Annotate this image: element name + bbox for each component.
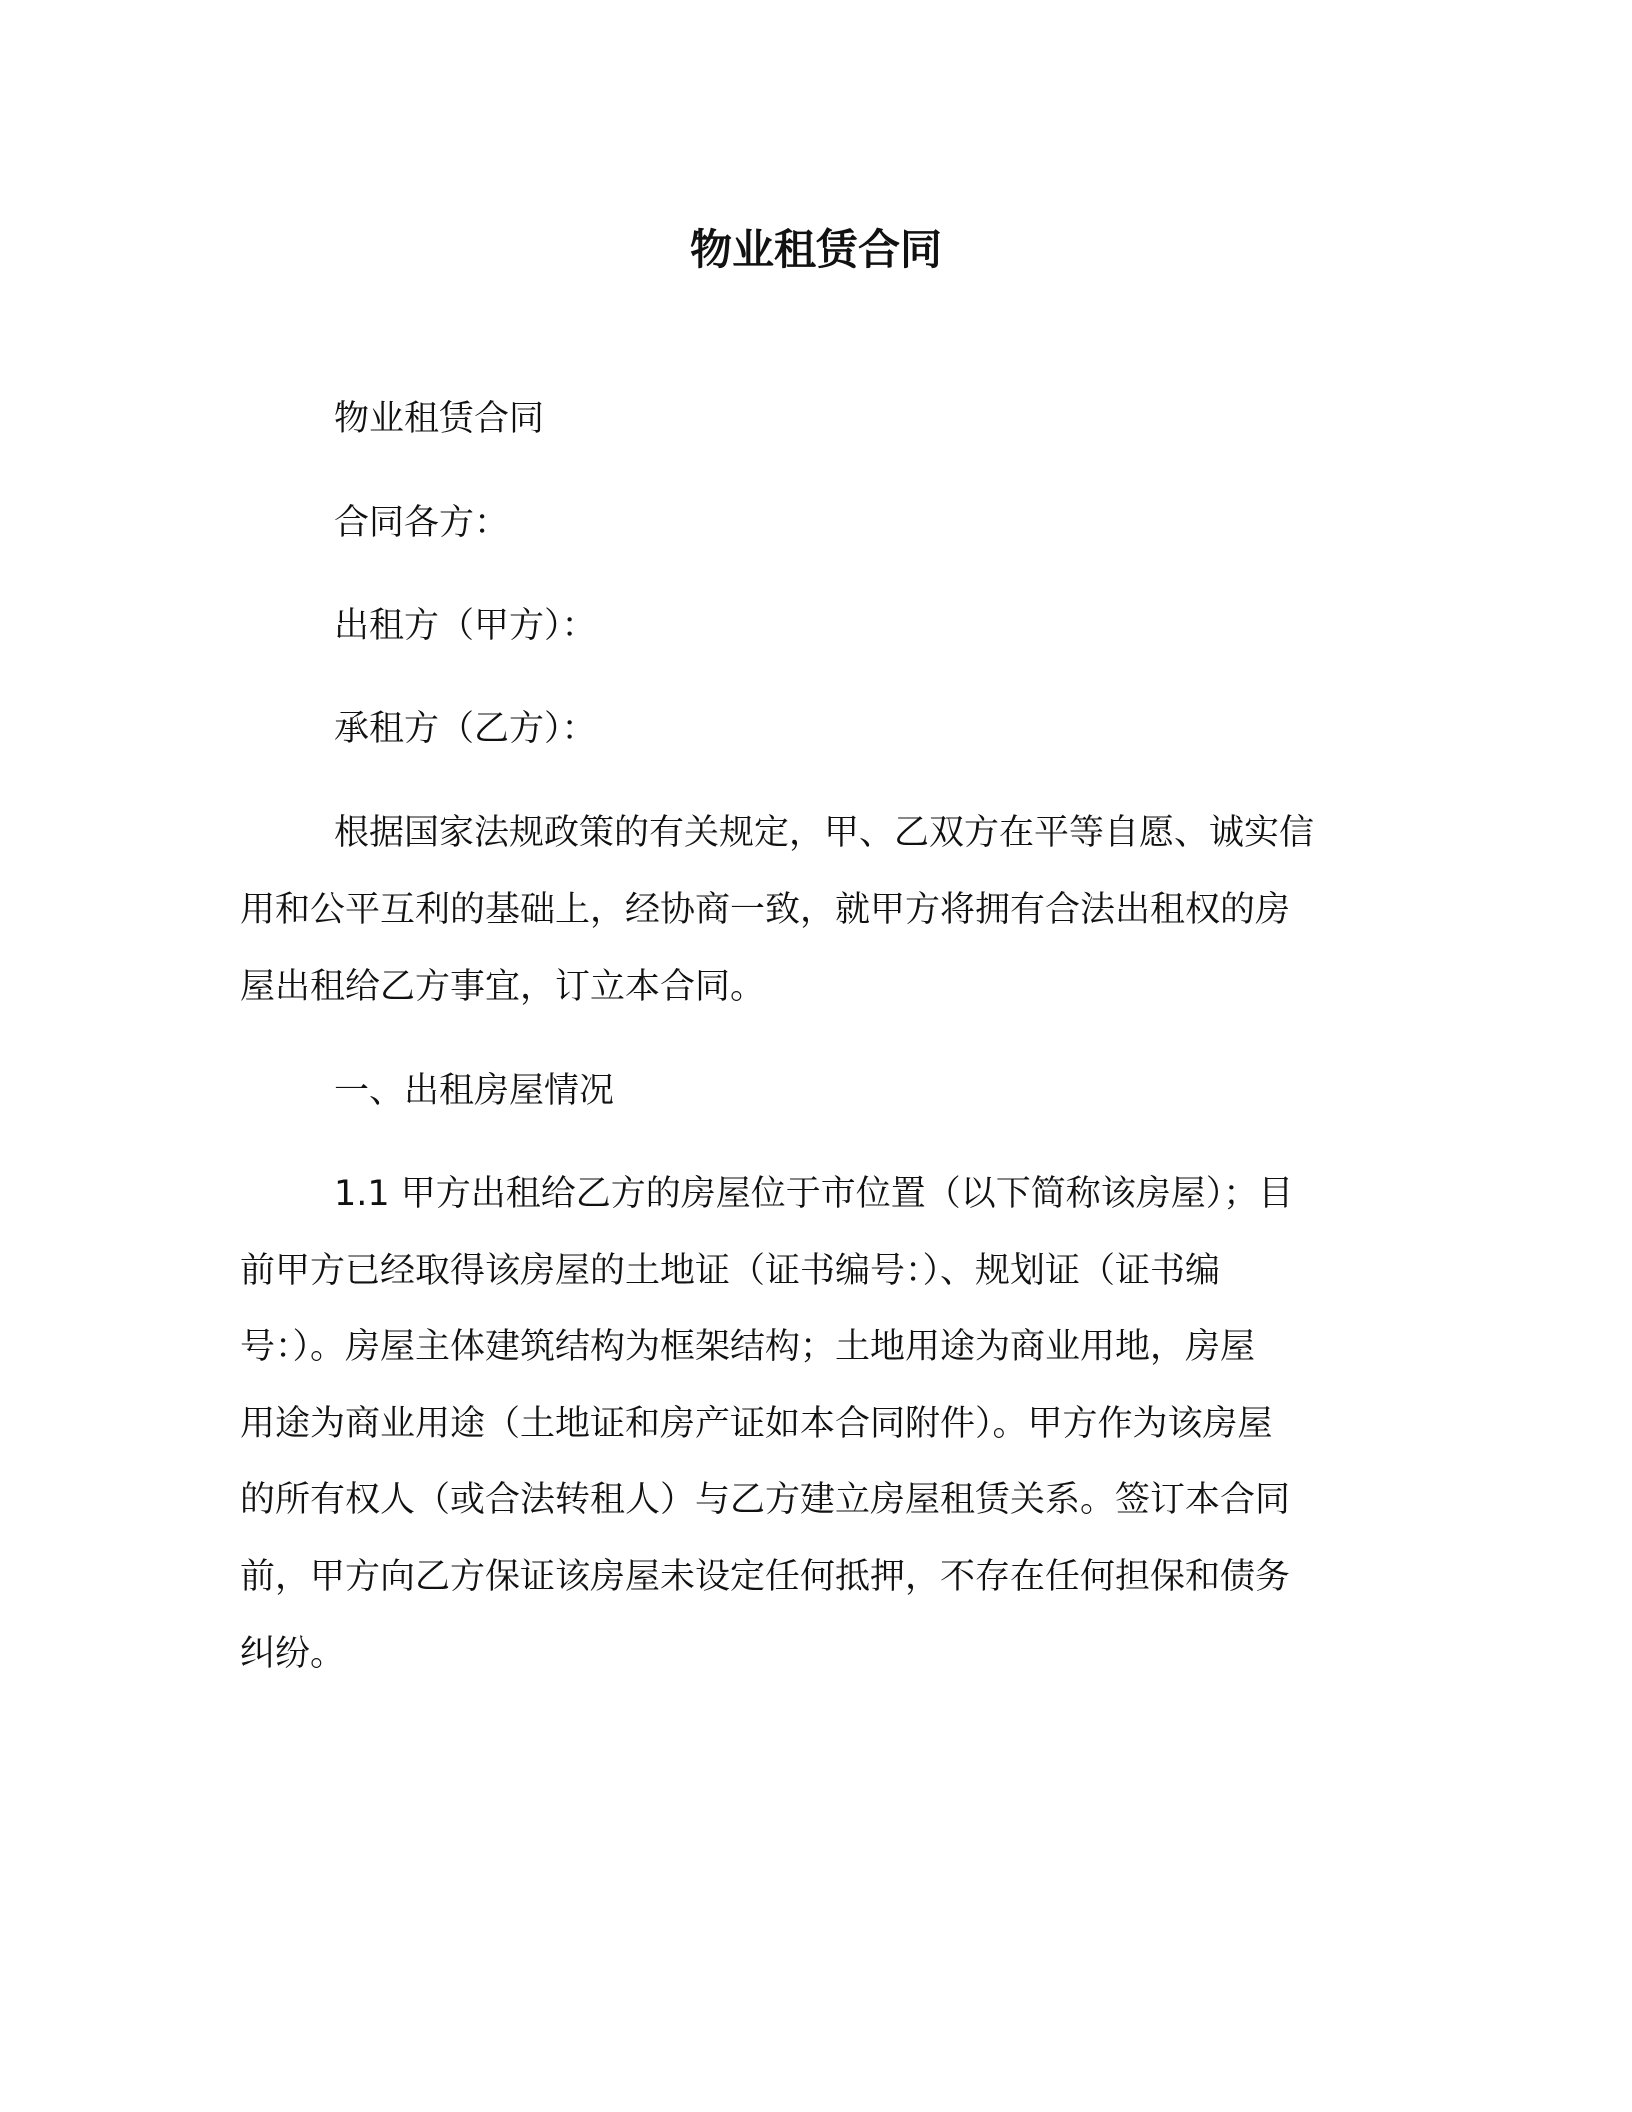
clause-line: 前，甲方向乙方保证该房屋未设定任何抵押，不存在任何担保和债务 [240,1557,1291,1597]
preamble-line: 屋出租给乙方事宜，订立本合同。 [240,967,766,1007]
clause-line: 前甲方已经取得该房屋的土地证（证书编号：）、规划证（证书编 [240,1251,1221,1291]
parties-heading: 合同各方： [334,503,510,543]
page-title: 物业租赁合同 [689,225,942,274]
clause-line: 的所有权人（或合法转租人）与乙方建立房屋租赁关系。签订本合同 [240,1480,1291,1520]
preamble-line: 用和公平互利的基础上，经协商一致，就甲方将拥有合法出租权的房 [240,890,1291,930]
clause-line: 1.1 甲方出租给乙方的房屋位于市位置（以下简称该房屋）；目 [334,1174,1294,1214]
clause-line: 纠纷。 [240,1634,346,1674]
preamble-line: 根据国家法规政策的有关规定，甲、乙双方在平等自愿、诚实信 [334,813,1315,853]
lessor-label: 出租方（甲方）： [334,606,597,646]
subtitle: 物业租赁合同 [334,399,545,439]
clause-line: 用途为商业用途（土地证和房产证如本合同附件）。甲方作为该房屋 [240,1404,1273,1444]
section-heading: 一、出租房屋情况 [334,1071,615,1111]
lessee-label: 承租方（乙方）： [334,709,597,749]
clause-line: 号：）。房屋主体建筑结构为框架结构；土地用途为商业用地，房屋 [240,1327,1256,1367]
